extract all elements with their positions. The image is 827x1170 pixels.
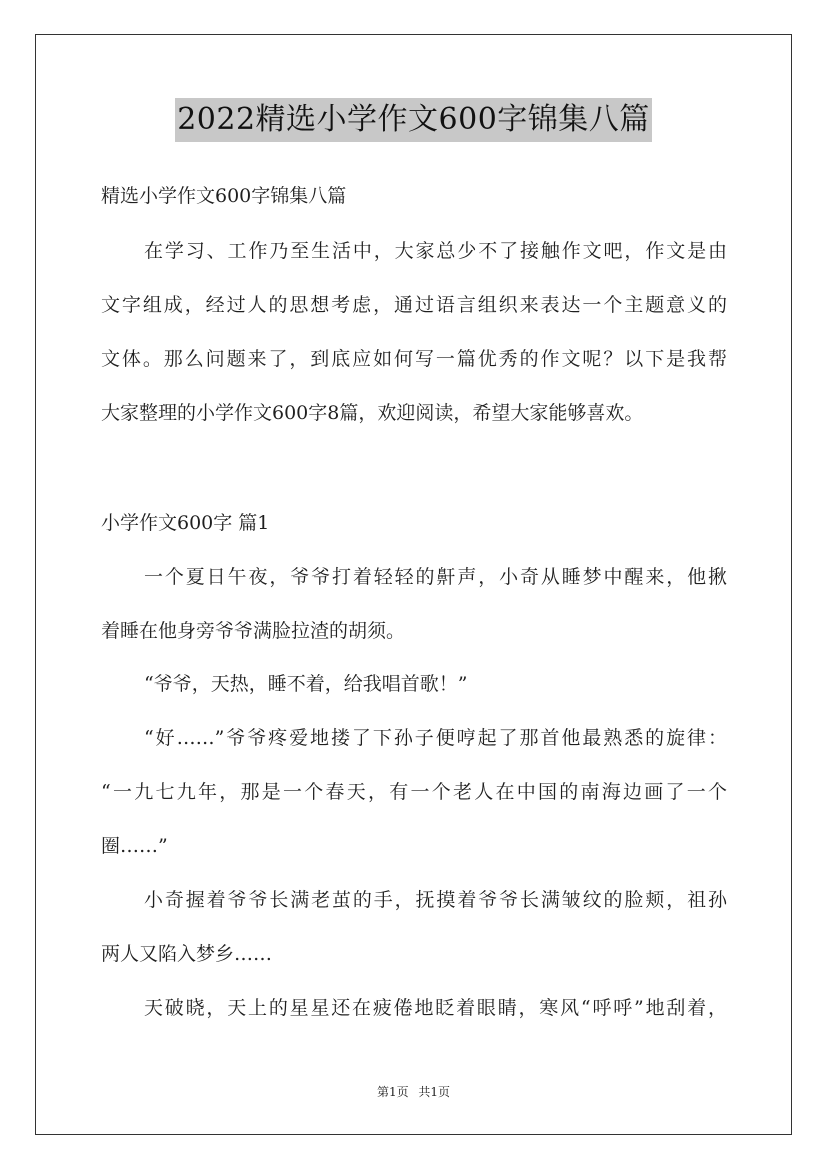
intro-line: 大家整理的小学作文600字8篇，欢迎阅读，希望大家能够喜欢。: [101, 402, 644, 424]
intro-line: 在学习、工作乃至生活中，大家总少不了接触作文吧，作文是由: [144, 240, 727, 262]
body-line: 两人又陷入梦乡……: [101, 943, 273, 965]
body-line: “好……”爷爷疼爱地搂了下孙子便哼起了那首他最熟悉的旋律：: [144, 727, 727, 749]
document-subtitle: 精选小学作文600字锦集八篇: [101, 185, 347, 207]
intro-line: 文体。那么问题来了，到底应如何写一篇优秀的作文呢？以下是我帮: [101, 348, 727, 370]
section-heading: 小学作文600字 篇1: [101, 512, 270, 534]
body-line: 天破晓，天上的星星还在疲倦地眨着眼睛，寒风“呼呼”地刮着，: [144, 997, 727, 1019]
body-line: 小奇握着爷爷长满老茧的手，抚摸着爷爷长满皱纹的脸颊，祖孙: [144, 889, 727, 911]
body-line: “爷爷，天热，睡不着，给我唱首歌！”: [144, 673, 468, 695]
body-line: 圈……”: [101, 835, 168, 857]
page-number: 第1页: [376, 1085, 409, 1099]
body-line: 一个夏日午夜，爷爷打着轻轻的鼾声，小奇从睡梦中醒来，他揪: [144, 566, 727, 588]
title-container: [0, 98, 827, 142]
body-line: 着睡在他身旁爷爷满脸拉渣的胡须。: [101, 620, 406, 642]
body-line: “一九七九年，那是一个春天，有一个老人在中国的南海边画了一个: [101, 781, 727, 803]
intro-line: 文字组成，经过人的思想考虑，通过语言组织来表达一个主题意义的: [101, 294, 727, 316]
document-title: 2022精选小学作文600字锦集八篇: [175, 98, 652, 142]
total-pages: 共1页: [418, 1085, 451, 1099]
page-footer: [0, 1083, 827, 1100]
